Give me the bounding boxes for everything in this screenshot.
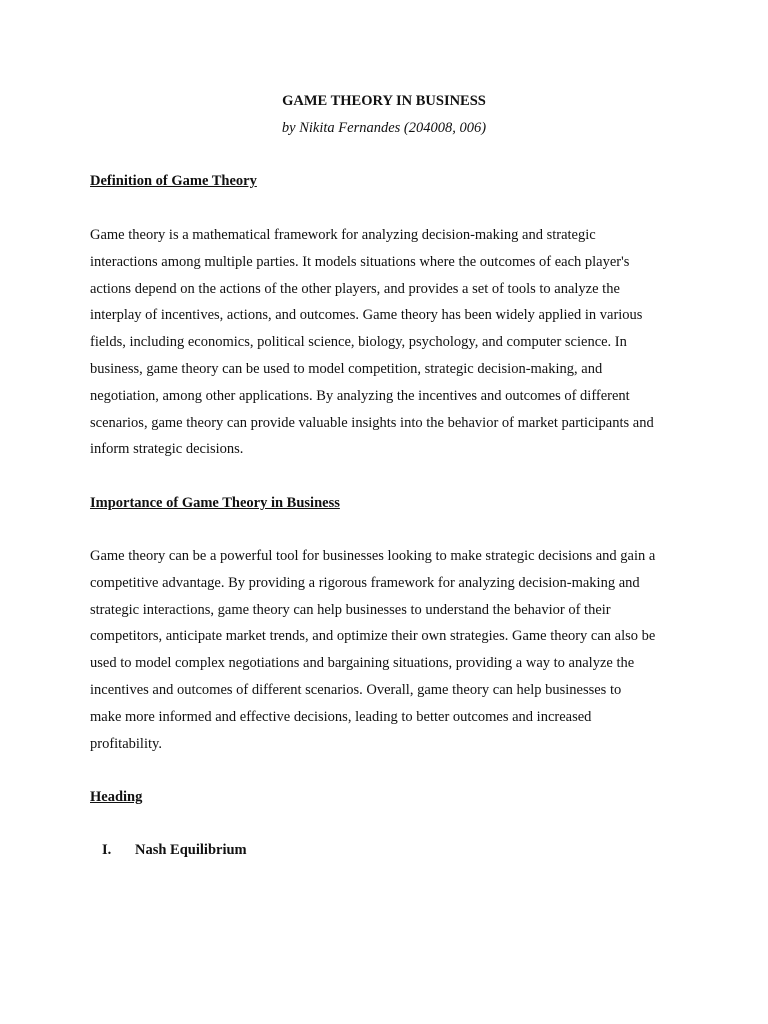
- importance-paragraph: [90, 543, 690, 757]
- document-byline: by Nikita Fernandes (204008, 006): [281, 120, 487, 136]
- paragraph-line: strategic interactions, game theory can help businesses to understand the behavior of their: [90, 601, 611, 618]
- paragraph-line: Game theory is a mathematical framework for analyzing decision-making and strategic: [90, 227, 596, 243]
- document-title: GAME THEORY IN BUSINESS: [282, 93, 486, 109]
- paragraph-line: competitors, anticipate market trends, and optimize their own strategies. Game theory can also be: [90, 628, 656, 645]
- paragraph-line: business, game theory can be used to model competition, strategic decision-making, and: [90, 360, 603, 377]
- paragraph-line: fields, including economics, political science, biology, psychology, and computer science. In: [90, 334, 627, 351]
- section-heading-generic: Heading: [90, 789, 143, 805]
- paragraph-line: inform strategic decisions.: [90, 441, 244, 458]
- list-marker: I.: [102, 842, 112, 858]
- list-item-nash-equilibrium: [102, 842, 247, 859]
- paragraph-line: incentives and outcomes of different scenarios. Overall, game theory can help businesses to: [90, 681, 622, 698]
- paragraph-line: scenarios, game theory can provide valuable insights into the behavior of market participants and: [90, 414, 654, 431]
- paragraph-line: Game theory can be a powerful tool for businesses looking to make strategic decisions and gain a: [90, 548, 656, 564]
- section-heading-definition: Definition of Game Theory: [90, 173, 257, 189]
- paragraph-line: negotiation, among other applications. By analyzing the incentives and outcomes of different: [90, 387, 630, 404]
- paragraph-line: used to model complex negotiations and bargaining situations, providing a way to analyze the: [90, 655, 635, 672]
- paragraph-line: make more informed and effective decisions, leading to better outcomes and increased: [90, 708, 592, 725]
- section-heading-importance: Importance of Game Theory in Business: [90, 495, 340, 511]
- paragraph-line: actions depend on the actions of the other players, and provides a set of tools to analyze the: [90, 280, 620, 297]
- paragraph-line: competitive advantage. By providing a rigorous framework for analyzing decision-making and: [90, 574, 640, 591]
- paragraph-line: interplay of incentives, actions, and outcomes. Game theory has been widely applied in various: [90, 307, 643, 324]
- paragraph-line: profitability.: [90, 735, 162, 752]
- paragraph-line: interactions among multiple parties. It models situations where the outcomes of each player's: [90, 253, 630, 270]
- definition-paragraph: [90, 222, 690, 463]
- list-item-text: Nash Equilibrium: [135, 842, 247, 858]
